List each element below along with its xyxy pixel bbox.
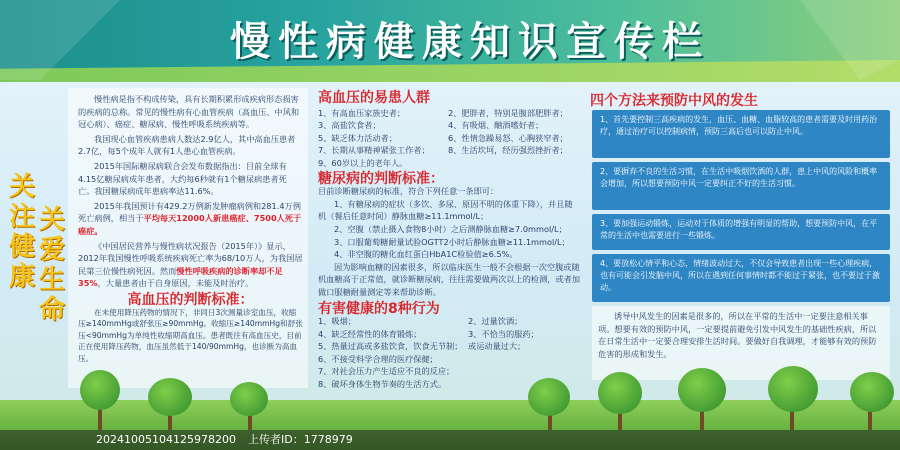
- stroke-summary: 诱导中风发生的因素是很多的，所以在平常的生活中一定要注意相关事项。想要有效的预防中风，一定要提前避免引发中风发生的基础性疾病，所以在日常生活中一定要合理安排生活时间。要做好自我调理，才能够有效的预防危害的形成和发生。: [598, 311, 877, 359]
- list-item: 或运动量过大；: [468, 341, 526, 352]
- right-column: [590, 90, 890, 110]
- list-item: 4、缺乏经常性的体育锻炼；: [318, 328, 422, 339]
- tree: [598, 372, 642, 414]
- list-item: 7、长期从事精神紧张工作者；: [318, 145, 430, 156]
- harmful-behaviors-title: 有害健康的8种行为: [318, 300, 440, 317]
- list-item: 9、60岁以上的老年人。: [318, 157, 408, 168]
- diabetes-criterion: 4、非空腹的糖化血红蛋白HbA1C检验值≥6.5%。: [334, 249, 518, 260]
- list-item: 3、不恰当的服药；: [468, 328, 539, 339]
- prevention-box-2: 2、要摒弃不良的生活习惯，在生活中吸烟饮酒的人群，患上中风的风险和概率会增加，所以想要预防中风一定要纠正不好的生活习惯。: [592, 162, 890, 210]
- cardio-paragraph: 我国现心血管疾病患病人数达2.9亿人，其中高血压患者2.7亿，每5个成年人就有1人患心血管疾病。: [78, 133, 296, 157]
- respiratory-text: 《中国居民营养与慢性病状况报告（2015年）》显示，2012年我国慢性呼吸系统疾病死亡率为68/10万人，为我国居民第三位慢性病死因。然而: [78, 240, 303, 276]
- harm-list-right: [468, 315, 580, 391]
- side-slogan-left: 关注健康: [8, 172, 35, 292]
- watermark-uploader: 上传者ID：1778979: [248, 433, 353, 446]
- cancer-text: 2015年我国预计有429.2万例新发肿瘤病例和281.4万例死亡病例，相当于: [78, 200, 301, 224]
- list-item: 1、吸烟；: [318, 316, 356, 327]
- diabetes-criterion: 1、有糖尿病的症状（多饮、多尿、原因不明的体重下降），并且随机（餐后任意时间）静脉血糖≥11.1mmol/L；: [318, 198, 573, 222]
- respiratory-highlight: 慢性呼吸疾病的诊断率却不足35%: [78, 265, 283, 289]
- respiratory-paragraph: [78, 240, 303, 290]
- list-item: 2、肥胖者，特别是腹部肥胖者；: [448, 107, 568, 118]
- left-column: [78, 93, 303, 364]
- tree: [850, 372, 894, 412]
- risk-group-list: [318, 107, 580, 170]
- watermark-bar: [0, 430, 900, 450]
- page-title: 慢性病健康知识宣传栏: [230, 19, 710, 65]
- stroke-prevention-title: 四个方法来预防中风的发生: [590, 93, 758, 109]
- diabetes-intro: 目前诊断糖尿病的标准，符合下列任意一条即可：: [318, 186, 499, 197]
- prevention-box-1: 1、首先要控制三高疾病的发生，血压、血糖、血脂较高的患者需要及时用药治疗，通过治疗可以控制病情，预防三高后也可以防止中风。: [592, 110, 890, 158]
- prevention-box-4: 4、要放松心情平和心态，情绪波动过大，不仅会导致患者出现一些心理疾病，也有可能会引发脑中风，所以在遇到任何事情时都不能过于紧张，也不要过于激动。: [592, 254, 890, 302]
- list-item: 7、对社会压力产生适应不良的反应；: [318, 366, 455, 377]
- list-item: 8、破坏身体生物节奏的生活方式。: [318, 379, 447, 390]
- list-item: 5、热量过高或多盐饮食，饮食无节制；: [318, 341, 463, 352]
- hypertension-standard-title: 高血压的判断标准：: [127, 291, 254, 308]
- hypertension-standard-text: 在未使用降压药物的情况下，非同日3次测量诊室血压，收缩压≥140mmHg或舒张压≥90mmHg。收缩压≥140mmHg和舒张压<90mmHg为单纯性收缩期高血压。患者既往有高血压史，目前正在使用降压药物，血压虽然低于140/90mmHg，也诊断为高血压。: [78, 307, 303, 363]
- list-item: 6、不接受科学合理的医疗保健；: [318, 353, 438, 364]
- prevention-box-3: 3、要加强运动锻炼，运动对于体质的增强有明显的帮助，想要预防中风，在平常的生活中也需要进行一些锻炼。: [592, 214, 890, 250]
- tree: [768, 366, 818, 412]
- risk-list-left: [318, 107, 448, 170]
- harm-list-left: [318, 315, 468, 391]
- cancer-highlight: 平均每天12000人新患癌症、7500人死于癌症。: [78, 213, 302, 236]
- risk-list-right: [448, 107, 580, 170]
- list-item: 3、高盐饮食者；: [318, 120, 381, 131]
- diabetes-criterion: 3、口服葡萄糖耐量试验OGTT2小时后静脉血糖≥11.1mmol/L；: [334, 236, 570, 247]
- list-item: 1、有高血压家族史者；: [318, 107, 406, 118]
- header-decoration: [0, 0, 900, 80]
- intro-paragraph: 慢性病是指不构成传染，具有长期积累形成疾病形态损害的疾病的总称。常见的慢性病有心血管疾病（高血压、中风和冠心病）、癌症、糖尿病、慢性呼吸系统疾病等。: [78, 94, 300, 130]
- risk-group-title: 高血压的易患人群: [318, 90, 430, 106]
- list-item: 4、有吸烟、酗酒嗜好者；: [448, 120, 544, 131]
- diabetes-standard-title: 糖尿病的判断标准：: [318, 170, 444, 187]
- middle-column: [318, 92, 580, 391]
- tree: [80, 370, 120, 410]
- diabetes-stat-paragraph: 2015年国际糖尿病联合会发布数据指出：目前全球有4.15亿糖尿病成年患者，大约每6秒就有1个糖尿病患者死亡。我国糖尿病成年患病率达11.6%。: [78, 160, 287, 197]
- cancer-paragraph: [78, 200, 303, 238]
- tree: [678, 368, 726, 412]
- side-slogan-right: 关爱生命: [38, 205, 65, 325]
- tree: [230, 382, 268, 416]
- diabetes-criterion: 2、空腹（禁止摄入食物8小时）之后测静脉血糖≥7.0mmol/L；: [334, 223, 567, 234]
- list-item: 8、生活坎坷，经历强烈挫折者；: [448, 145, 568, 156]
- list-item: 5、缺乏体力活动者；: [318, 132, 397, 143]
- tree: [528, 378, 570, 416]
- watermark-id: 20241005104125978200: [96, 433, 236, 446]
- respiratory-tail: ，大量患者由于自身原因，未能及时治疗。: [97, 278, 254, 289]
- list-item: 6、性情急躁易怒、心胸狭窄者；: [448, 132, 568, 143]
- list-item: 2、过量饮酒；: [468, 316, 523, 327]
- tree: [148, 378, 192, 416]
- diabetes-note: 因为影响血糖的因素很多，所以临床医生一般不会根据一次空腹或随机血糖高于正常值，就诊断糖尿病，往往需要做两次以上的检测，或者加做口服糖耐量测定等来帮助诊断。: [318, 261, 581, 297]
